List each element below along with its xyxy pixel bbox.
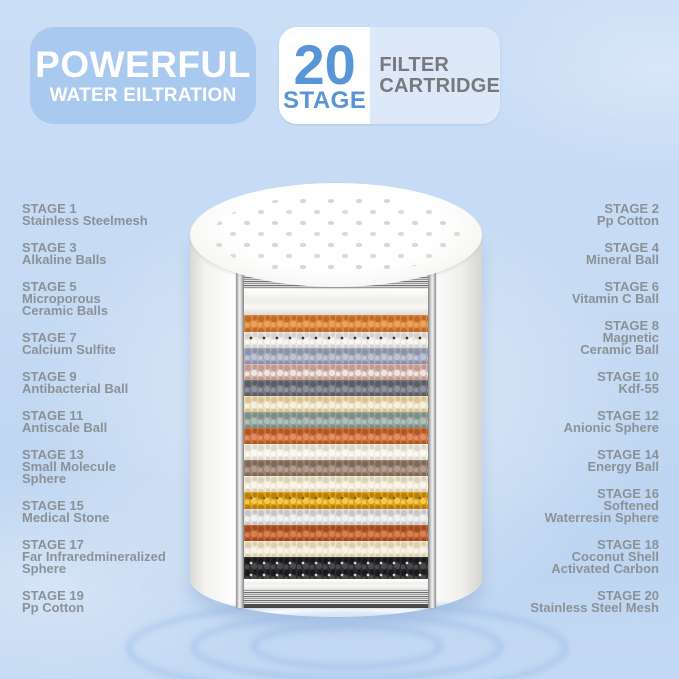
filter-word: FILTER	[379, 53, 450, 76]
stage-title: STAGE 3	[22, 240, 77, 255]
stage-desc: Calcium Sulfite	[22, 342, 116, 357]
stage-desc: Small Molecule	[22, 459, 116, 474]
stage-block	[22, 371, 202, 395]
layer-taupe-brown-balls	[244, 460, 428, 476]
cutaway-window	[236, 271, 436, 608]
stage-block	[469, 371, 659, 395]
stages-left-column	[22, 203, 202, 614]
stage-title: STAGE 16	[597, 486, 659, 501]
layer-ivory-balls	[244, 476, 428, 492]
stage-block	[22, 449, 202, 485]
stage-block	[22, 590, 202, 614]
layer-copper-balls	[244, 525, 428, 541]
stage-title: STAGE 7	[22, 330, 77, 345]
stage-block	[22, 242, 202, 266]
filter-cartridge-panel	[370, 27, 500, 124]
stage-desc: Anionic Sphere	[563, 420, 659, 435]
stage-desc: Antiscale Ball	[22, 420, 108, 435]
stage-desc: Microporous	[22, 291, 101, 306]
cartridge-lid	[190, 183, 482, 287]
stage-title: STAGE 11	[22, 408, 84, 423]
stage-block	[22, 281, 202, 317]
stage-desc: Stainless Steelmesh	[22, 213, 148, 228]
stage-title: STAGE 2	[604, 201, 659, 216]
stage-block	[22, 332, 202, 356]
layer-white-speckled-balls	[244, 332, 428, 348]
stage-title: STAGE 4	[604, 240, 659, 255]
stage-number: 20	[293, 32, 356, 96]
stage-title: STAGE 15	[22, 498, 84, 513]
layer-dark-slate-balls	[244, 380, 428, 396]
stage-block	[469, 281, 659, 305]
stage-number-panel	[279, 27, 370, 124]
stage-block	[469, 539, 659, 575]
stage-desc: Far Infraredmineralized	[22, 549, 166, 564]
stage-desc: Antibacterial Ball	[22, 381, 129, 396]
powerful-filtration-badge	[30, 27, 256, 124]
layer-rust-orange-balls	[244, 428, 428, 444]
layer-orange-mineral-balls	[244, 315, 428, 332]
stage-title: STAGE 1	[22, 201, 77, 216]
layer-pp-cotton-top	[244, 289, 428, 315]
badge-subtitle: WATER EILTRATION	[49, 85, 237, 106]
layer-cream-ceramic-balls	[244, 396, 428, 412]
stage-block	[22, 539, 202, 575]
stage-title: STAGE 6	[604, 279, 659, 294]
stage-title: STAGE 13	[22, 447, 84, 462]
layer-light-gray-balls	[244, 509, 428, 525]
stage-desc: Vitamin C Ball	[571, 291, 659, 306]
filter-cartridge-image	[190, 183, 482, 620]
stage-desc: Pp Cotton	[22, 600, 85, 615]
stage-title: STAGE 20	[597, 588, 659, 603]
cartridge-word: CARTRIDGE	[379, 74, 500, 97]
layer-pp-cotton-bottom	[244, 579, 428, 590]
stage-desc: Pp Cotton	[596, 213, 659, 228]
stage-block	[469, 203, 659, 227]
stage-desc: Coconut Shell	[571, 549, 659, 564]
stage-block	[469, 449, 659, 473]
stage-desc: Stainless Steel Mesh	[530, 600, 659, 615]
filter-layers	[244, 271, 428, 608]
stage-title: STAGE 12	[597, 408, 659, 423]
stage-word: STAGE	[282, 86, 367, 114]
stage-title: STAGE 8	[604, 318, 659, 333]
stage-desc: Energy Ball	[587, 459, 659, 474]
stage-block	[22, 203, 202, 227]
stage-title: STAGE 19	[22, 588, 84, 603]
layer-cream-balls	[244, 541, 428, 557]
ripple-ring	[251, 622, 443, 670]
stage-block	[469, 488, 659, 524]
ripple-ring	[191, 612, 503, 679]
stage-desc: Mineral Ball	[586, 252, 659, 267]
stage-title: STAGE 5	[22, 279, 77, 294]
stage-block	[22, 410, 202, 434]
stage-desc: Sphere	[22, 471, 67, 486]
stage-desc: Softened	[603, 498, 659, 513]
layer-gold-kdf-granules	[244, 492, 428, 509]
stage-block	[469, 242, 659, 266]
layer-lavender-ceramic-balls	[244, 348, 428, 364]
stage-block	[22, 500, 202, 524]
cutaway-frame-right	[428, 271, 436, 608]
layer-stainless-steel-mesh-bottom	[244, 590, 428, 604]
layer-pink-mix-balls	[244, 364, 428, 380]
layer-white-balls	[244, 444, 428, 460]
stage-count-badge	[279, 27, 500, 124]
badge-title: POWERFUL	[35, 44, 251, 85]
layer-sage-green-balls	[244, 412, 428, 428]
stage-desc: Ceramic Ball	[580, 342, 659, 357]
stages-right-column	[469, 203, 659, 614]
stage-desc: Magnetic	[602, 330, 659, 345]
stage-title: STAGE 17	[22, 537, 84, 552]
stage-block	[469, 590, 659, 614]
stage-block	[469, 320, 659, 356]
lid-holes-pattern	[212, 195, 460, 275]
stage-title: STAGE 10	[597, 369, 659, 384]
layer-activated-carbon-granules	[244, 557, 428, 579]
stage-desc: Activated Carbon	[551, 561, 659, 576]
stage-desc: Medical Stone	[22, 510, 110, 525]
stage-desc: Ceramic Balls	[22, 303, 108, 318]
stage-desc: Alkaline Balls	[22, 252, 107, 267]
stage-title: STAGE 9	[22, 369, 77, 384]
stage-desc: Sphere	[22, 561, 67, 576]
stage-desc: Kdf-55	[618, 381, 659, 396]
stage-title: STAGE 18	[597, 537, 659, 552]
stage-title: STAGE 14	[597, 447, 659, 462]
stage-desc: Waterresin Sphere	[544, 510, 659, 525]
stage-block	[469, 410, 659, 434]
cutaway-frame-left	[236, 271, 244, 608]
